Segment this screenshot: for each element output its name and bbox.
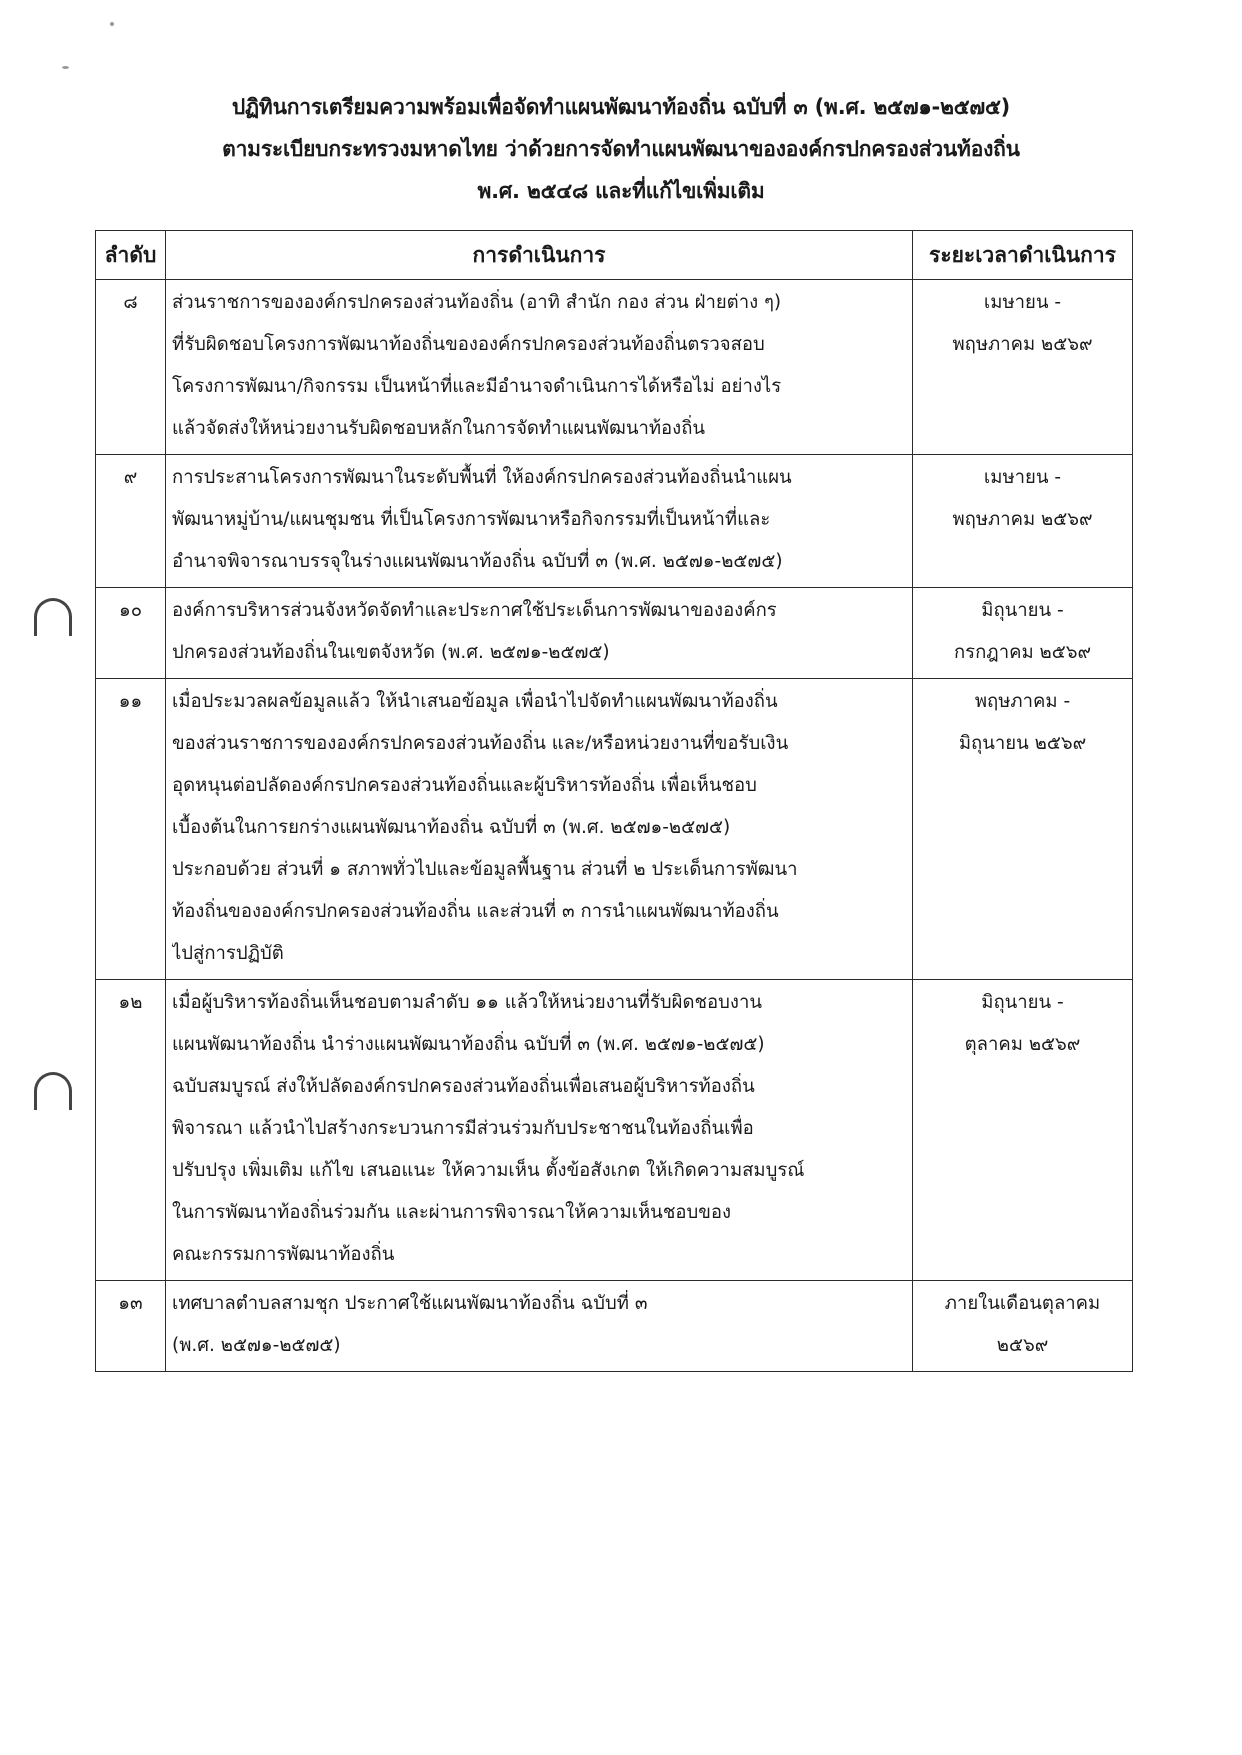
- period-line: ภายในเดือนตุลาคม: [944, 1293, 1101, 1314]
- header-line-1: ปฏิทินการเตรียมความพร้อมเพื่อจัดทำแผนพัฒนาท้องถิ่น ฉบับที่ ๓ (พ.ศ. ๒๕๗๑-๒๕๗๕): [231, 95, 1011, 119]
- row-action: [166, 455, 913, 588]
- row-period: [913, 679, 1133, 980]
- action-line: แผนพัฒนาท้องถิ่น นำร่างแผนพัฒนาท้องถิ่น ฉบับที่ ๓ (พ.ศ. ๒๕๗๑-๒๕๗๕): [172, 1034, 765, 1055]
- header-action: การดำเนินการ: [166, 231, 913, 280]
- row-period: [913, 280, 1133, 455]
- period-line: พฤษภาคม ๒๕๖๙: [952, 334, 1093, 355]
- header-line-3: พ.ศ. ๒๕๔๘ และที่แก้ไขเพิ่มเติม: [477, 179, 765, 203]
- schedule-table: [95, 230, 1133, 1372]
- period-line: พฤษภาคม ๒๕๖๙: [952, 509, 1093, 530]
- action-line: ท้องถิ่นขององค์กรปกครองส่วนท้องถิ่น และส่วนที่ ๓ การนำแผนพัฒนาท้องถิ่น: [172, 901, 779, 922]
- row-action: [166, 679, 913, 980]
- action-line: ฉบับสมบูรณ์ ส่งให้ปลัดองค์กรปกครองส่วนท้องถิ่นเพื่อเสนอผู้บริหารท้องถิ่น: [172, 1076, 755, 1097]
- action-line: พัฒนาหมู่บ้าน/แผนชุมชน ที่เป็นโครงการพัฒนาหรือกิจกรรมที่เป็นหน้าที่และ: [172, 509, 771, 530]
- row-action: [166, 980, 913, 1281]
- action-line: อุดหนุนต่อปลัดองค์กรปกครองส่วนท้องถิ่นและผู้บริหารท้องถิ่น เพื่อเห็นชอบ: [172, 775, 757, 796]
- row-number: ๑๓: [96, 1281, 166, 1372]
- header-line-2: ตามระเบียบกระทรวงมหาดไทย ว่าด้วยการจัดทำแผนพัฒนาขององค์กรปกครองส่วนท้องถิ่น: [222, 137, 1020, 161]
- action-line: ของส่วนราชการขององค์กรปกครองส่วนท้องถิ่น และ/หรือหน่วยงานที่ขอรับเงิน: [172, 733, 789, 754]
- action-line: เทศบาลตำบลสามชุก ประกาศใช้แผนพัฒนาท้องถิ่น ฉบับที่ ๓: [172, 1293, 648, 1314]
- period-line: กรกฎาคม ๒๕๖๙: [953, 642, 1092, 663]
- document-header: [0, 86, 1242, 212]
- row-number: ๑๐: [96, 588, 166, 679]
- action-line: ปกครองส่วนท้องถิ่นในเขตจังหวัด (พ.ศ. ๒๕๗๑-๒๕๗๕): [172, 642, 610, 663]
- row-period: [913, 588, 1133, 679]
- action-line: ในการพัฒนาท้องถิ่นร่วมกัน และผ่านการพิจารณาให้ความเห็นชอบของ: [172, 1202, 732, 1223]
- action-line: คณะกรรมการพัฒนาท้องถิ่น: [172, 1244, 395, 1265]
- table-row: [96, 455, 1133, 588]
- row-period: [913, 1281, 1133, 1372]
- period-line: มิถุนายน -: [981, 992, 1064, 1013]
- period-line: เมษายน -: [983, 467, 1062, 488]
- action-line: แล้วจัดส่งให้หน่วยงานรับผิดชอบหลักในการจัดทำแผนพัฒนาท้องถิ่น: [172, 418, 706, 439]
- action-line: เมื่อผู้บริหารท้องถิ่นเห็นชอบตามลำดับ ๑๑ แล้วให้หน่วยงานที่รับผิดชอบงาน: [172, 992, 762, 1013]
- action-line: องค์การบริหารส่วนจังหวัดจัดทำและประกาศใช้ประเด็นการพัฒนาขององค์กร: [172, 600, 777, 621]
- row-action: [166, 588, 913, 679]
- period-line: ๒๕๖๙: [996, 1335, 1049, 1356]
- period-line: พฤษภาคม -: [974, 691, 1071, 712]
- row-number: ๘: [96, 280, 166, 455]
- action-line: ที่รับผิดชอบโครงการพัฒนาท้องถิ่นขององค์กรปกครองส่วนท้องถิ่นตรวจสอบ: [172, 334, 765, 355]
- table-body: [96, 280, 1133, 1372]
- row-number: ๙: [96, 455, 166, 588]
- table-row: [96, 1281, 1133, 1372]
- punch-hole-top: [34, 598, 72, 636]
- action-line: ส่วนราชการขององค์กรปกครองส่วนท้องถิ่น (อาทิ สำนัก กอง ส่วน ฝ่ายต่าง ๆ): [172, 292, 782, 313]
- action-line: พิจารณา แล้วนำไปสร้างกระบวนการมีส่วนร่วมกับประชาชนในท้องถิ่นเพื่อ: [172, 1118, 754, 1139]
- table-row: [96, 679, 1133, 980]
- action-line: การประสานโครงการพัฒนาในระดับพื้นที่ ให้องค์กรปกครองส่วนท้องถิ่นนำแผน: [172, 467, 792, 488]
- scan-speck: [110, 22, 114, 26]
- action-line: (พ.ศ. ๒๕๗๑-๒๕๗๕): [172, 1335, 341, 1356]
- period-line: มิถุนายน ๒๕๖๙: [958, 733, 1087, 754]
- table-row: [96, 588, 1133, 679]
- table-header-row: [96, 231, 1133, 280]
- action-line: ไปสู่การปฏิบัติ: [172, 943, 284, 964]
- row-period: [913, 455, 1133, 588]
- action-line: เบื้องต้นในการยกร่างแผนพัฒนาท้องถิ่น ฉบับที่ ๓ (พ.ศ. ๒๕๗๑-๒๕๗๕): [172, 817, 731, 838]
- action-line: โครงการพัฒนา/กิจกรรม เป็นหน้าที่และมีอำนาจดำเนินการได้หรือไม่ อย่างไร: [172, 376, 782, 397]
- action-line: ประกอบด้วย ส่วนที่ ๑ สภาพทั่วไปและข้อมูลพื้นฐาน ส่วนที่ ๒ ประเด็นการพัฒนา: [172, 859, 798, 880]
- row-action: [166, 280, 913, 455]
- punch-hole-bottom: [34, 1072, 72, 1110]
- row-action: [166, 1281, 913, 1372]
- action-line: เมื่อประมวลผลข้อมูลแล้ว ให้นำเสนอข้อมูล เพื่อนำไปจัดทำแผนพัฒนาท้องถิ่น: [172, 691, 778, 712]
- header-no: ลำดับ: [96, 231, 166, 280]
- table-row: [96, 280, 1133, 455]
- row-period: [913, 980, 1133, 1281]
- action-line: อำนาจพิจารณาบรรจุในร่างแผนพัฒนาท้องถิ่น ฉบับที่ ๓ (พ.ศ. ๒๕๗๑-๒๕๗๕): [172, 551, 783, 572]
- period-line: มิถุนายน -: [981, 600, 1064, 621]
- scan-speck: [62, 66, 69, 69]
- table-row: [96, 980, 1133, 1281]
- row-number: ๑๒: [96, 980, 166, 1281]
- row-number: ๑๑: [96, 679, 166, 980]
- period-line: เมษายน -: [983, 292, 1062, 313]
- action-line: ปรับปรุง เพิ่มเติม แก้ไข เสนอแนะ ให้ความเห็น ตั้งข้อสังเกต ให้เกิดความสมบูรณ์: [172, 1160, 805, 1181]
- header-period: ระยะเวลาดำเนินการ: [913, 231, 1133, 280]
- period-line: ตุลาคม ๒๕๖๙: [964, 1034, 1081, 1055]
